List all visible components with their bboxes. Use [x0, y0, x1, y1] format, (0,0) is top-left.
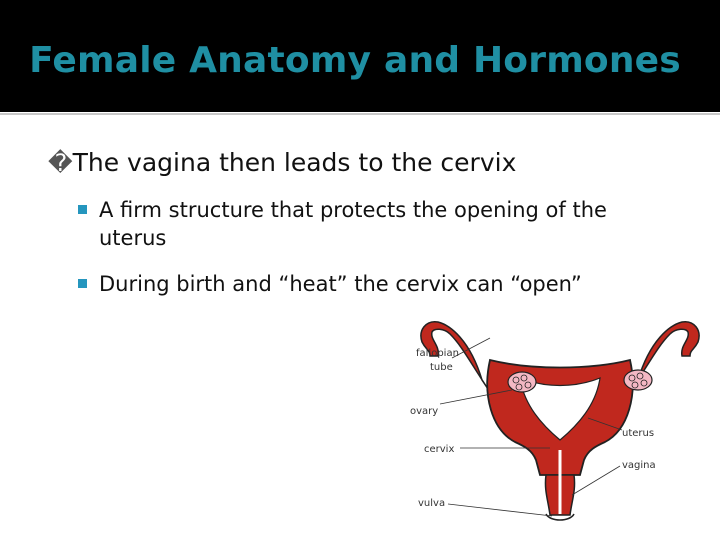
label-vulva: vulva [418, 498, 446, 509]
sub-bullet-text: A firm structure that protects the opening of the uterus [99, 198, 607, 250]
square-bullet-icon [78, 205, 87, 214]
sub-bullet [78, 270, 668, 298]
left-ovary [508, 372, 536, 392]
sub-bullet [78, 196, 668, 252]
label-tube: tube [430, 362, 453, 373]
main-bullet-text: The vagina then leads to the cervix [72, 148, 517, 177]
label-cervix: cervix [424, 444, 455, 455]
right-ovary [624, 370, 652, 390]
sub-bullet-text: During birth and “heat” the cervix can “open” [99, 272, 582, 296]
bullet-glyph-icon: � [48, 149, 73, 177]
uterus-diagram [400, 300, 720, 530]
label-ovary: ovary [410, 406, 439, 417]
main-bullet [48, 148, 516, 177]
label-fallopian: fallopian [416, 348, 459, 359]
label-uterus: uterus [622, 428, 655, 439]
title-divider [0, 113, 720, 115]
slide-title: Female Anatomy and Hormones [29, 40, 681, 81]
label-vagina: vagina [622, 460, 656, 471]
square-bullet-icon [78, 279, 87, 288]
